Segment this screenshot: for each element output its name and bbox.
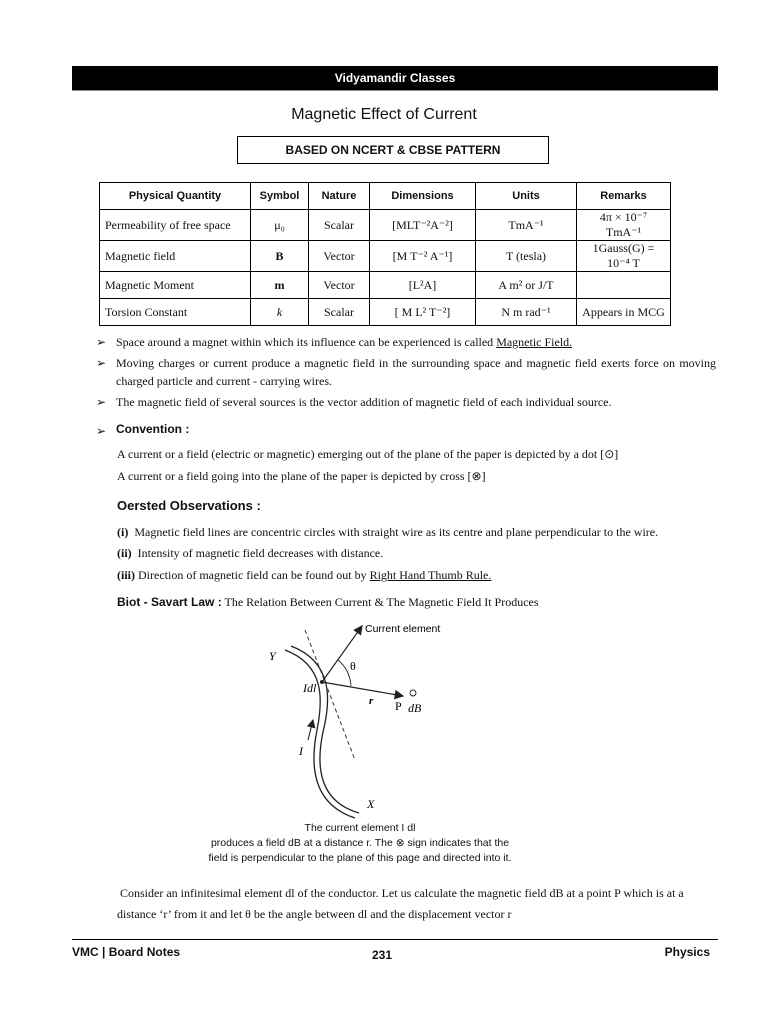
cell-symbol: k (251, 299, 309, 326)
label-i: I (299, 744, 303, 758)
item-number: (i) (117, 525, 129, 539)
element-point (320, 680, 324, 684)
right-hand-rule-term: Right Hand Thumb Rule. (369, 568, 492, 582)
table-row (100, 272, 671, 299)
item-text: Direction of magnetic field can be found out by (138, 568, 370, 582)
header-divider (72, 90, 718, 91)
oersted-item-3 (117, 566, 491, 584)
cell-dimensions: [L²A] (370, 272, 476, 299)
label-y: Y (269, 649, 276, 663)
item-number: (ii) (117, 546, 132, 560)
figure-caption-2: produces a field dB at a distance r. The ⊗ sign indicates that the (210, 837, 510, 849)
bullet-magnetic-field (96, 333, 716, 351)
consider-paragraph-line-1: Consider an infinitesimal element dl of the conductor. Let us calculate the magnetic field dB at a point P which is at a (120, 886, 684, 900)
into-page-cross-icon (410, 690, 416, 696)
convention-heading-row (96, 422, 716, 436)
col-header-remarks: Remarks (577, 183, 671, 210)
col-header-units: Units (476, 183, 577, 210)
cell-units: N m rad⁻¹ (476, 299, 577, 326)
oersted-heading: Oersted Observations : (117, 498, 261, 513)
bullet-arrow-icon: ➢ (96, 356, 107, 370)
footer-divider (72, 939, 718, 940)
magnetic-field-term: Magnetic Field. (496, 335, 573, 349)
label-current-element: Current element (365, 623, 441, 635)
current-direction-arrow (308, 720, 313, 740)
label-x: X (367, 797, 375, 811)
table-header-row (100, 183, 671, 210)
cell-remarks (577, 272, 671, 299)
bullet-text: Space around a magnet within which its influence can be experienced is called (116, 335, 497, 349)
footer-left: VMC | Board Notes (72, 945, 181, 959)
page-title: Magnetic Effect of Current (291, 106, 477, 123)
table-row (100, 299, 671, 326)
bullet-moving-charges (96, 354, 716, 390)
item-text: Magnetic field lines are concentric circles with straight wire as its centre and plane perpendicular to the wire. (134, 525, 659, 539)
label-db: dB (408, 701, 422, 715)
col-header-dimensions: Dimensions (370, 183, 476, 210)
cell-nature: Scalar (309, 210, 370, 241)
pattern-box: BASED ON NCERT & CBSE PATTERN (237, 136, 549, 164)
cell-nature: Scalar (309, 299, 370, 326)
footer-right: Physics (664, 945, 710, 959)
table-row (100, 241, 671, 272)
cell-quantity: Torsion Constant (100, 299, 251, 326)
consider-paragraph-line-2: distance ‘r’ from it and let θ be the angle between dl and the displacement vector r (117, 907, 512, 921)
cell-remarks: Appears in MCG (577, 299, 671, 326)
label-p: P (395, 699, 402, 713)
figure-caption-3: field is perpendicular to the plane of this page and directed into it. (208, 852, 512, 864)
tangent-line (305, 630, 355, 760)
cell-dimensions: [ M L² T⁻²] (370, 299, 476, 326)
oersted-item-2 (117, 544, 383, 562)
convention-line-cross: A current or a field going into the plane of the paper is depicted by cross [⊗] (117, 469, 486, 483)
item-text: Intensity of magnetic field decreases with distance. (137, 546, 384, 560)
cell-dimensions: [MLT⁻²A⁻²] (370, 210, 476, 241)
bullet-arrow-icon: ➢ (96, 424, 107, 438)
biot-savart-diagram (205, 620, 515, 872)
page-number: 231 (372, 948, 393, 962)
cell-remarks: 4π × 10⁻⁷ TmA⁻¹ (577, 210, 671, 241)
displacement-vector-r (322, 682, 403, 696)
label-theta: θ (350, 659, 356, 673)
label-r: r (369, 695, 374, 707)
biot-heading: Biot - Savart Law : (117, 595, 222, 609)
biot-text: The Relation Between Current & The Magnetic Field It Produces (224, 595, 539, 609)
bullet-arrow-icon: ➢ (96, 395, 107, 409)
bullet-text: The magnetic field of several sources is the vector addition of magnetic field of each individual source. (116, 395, 612, 409)
header-title: Vidyamandir Classes (334, 71, 456, 85)
cell-symbol: B (251, 241, 309, 272)
convention-line-dot: A current or a field (electric or magnetic) emerging out of the plane of the paper is depicted by a dot [⊙] (117, 447, 619, 461)
cell-nature: Vector (309, 272, 370, 299)
current-element-arrow (322, 626, 362, 682)
biot-savart-line (117, 593, 539, 611)
quantities-table (99, 182, 671, 326)
table-row (100, 210, 671, 241)
bullet-arrow-icon: ➢ (96, 335, 107, 349)
cell-symbol: μ₀ (251, 210, 309, 241)
cell-remarks: 1Gauss(G) = 10⁻⁴ T (577, 241, 671, 272)
bullet-vector-addition (96, 393, 716, 411)
cell-units: TmA⁻¹ (476, 210, 577, 241)
col-header-nature: Nature (309, 183, 370, 210)
cell-symbol: m (251, 272, 309, 299)
figure-caption-1: The current element I dl (304, 822, 416, 834)
cell-dimensions: [M T⁻² A⁻¹] (370, 241, 476, 272)
oersted-item-1 (117, 523, 658, 541)
item-number: (iii) (117, 568, 135, 582)
cell-units: T (tesla) (476, 241, 577, 272)
col-header-quantity: Physical Quantity (100, 183, 251, 210)
header-bar (72, 66, 718, 90)
col-header-symbol: Symbol (251, 183, 309, 210)
label-idl: Idl (303, 681, 317, 695)
bullet-text: Moving charges or current produce a magnetic field in the surrounding space and magnetic field exerts force on moving charged particle and current - carrying wires. (116, 356, 716, 388)
convention-heading: Convention : (116, 422, 190, 436)
cell-quantity: Magnetic field (100, 241, 251, 272)
cell-units: A m² or J/T (476, 272, 577, 299)
cell-nature: Vector (309, 241, 370, 272)
cell-quantity: Permeability of free space (100, 210, 251, 241)
cell-quantity: Magnetic Moment (100, 272, 251, 299)
